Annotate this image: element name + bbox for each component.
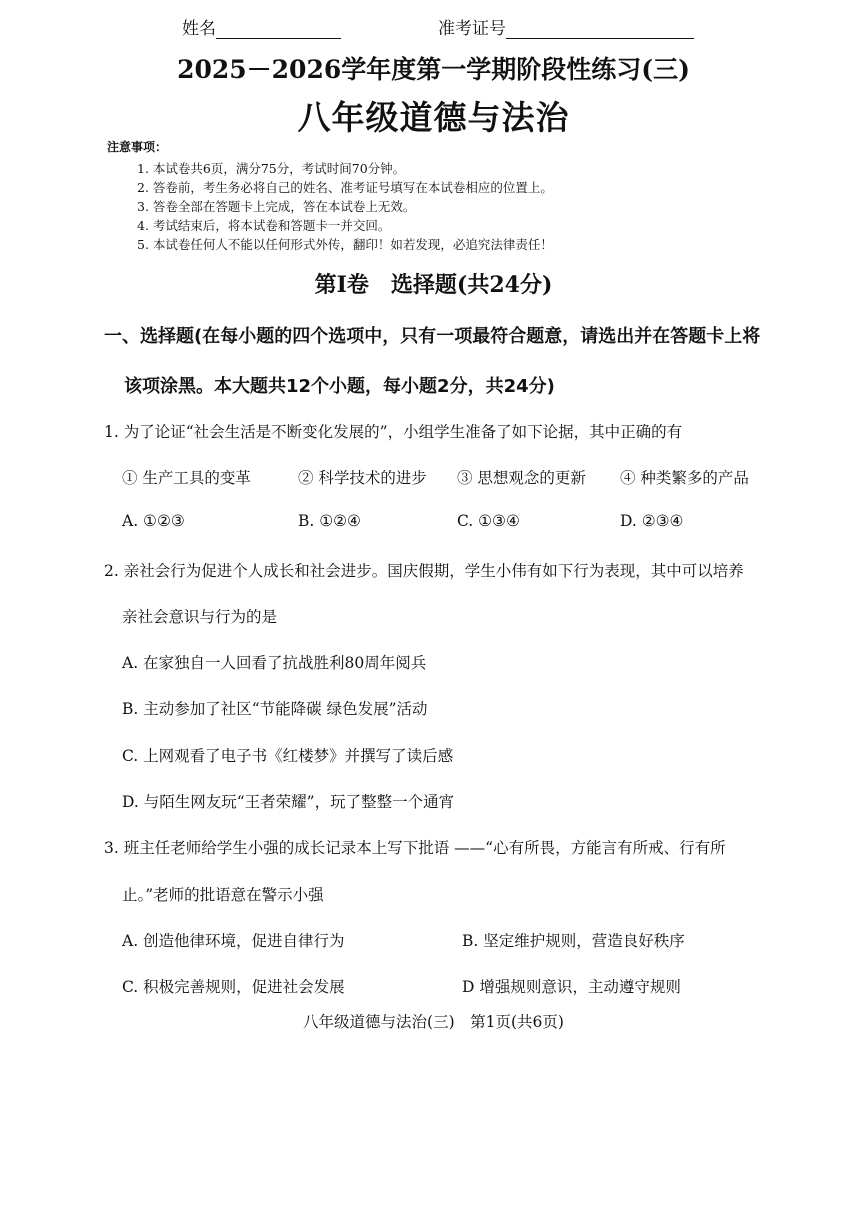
q2-option-a[interactable]: A. 在家独自一人回看了抗战胜利80周年阅兵 (122, 654, 427, 672)
q1-item-1: ① 生产工具的变革 (122, 469, 251, 487)
note-item: 2. 答卷前，考生务必将自己的姓名、准考证号填写在本试卷相应的位置上。 (137, 180, 553, 195)
q3-option-d[interactable]: D 增强规则意识，主动遵守规则 (462, 978, 681, 996)
q3-option-c[interactable]: C. 积极完善规则，促进社会发展 (122, 978, 345, 996)
q1-option-c[interactable]: C. ①③④ (457, 512, 520, 530)
q1-option-a[interactable]: A. ①②③ (122, 512, 185, 530)
question-2-stem-cont: 亲社会意识与行为的是 (122, 608, 278, 626)
q1-option-d[interactable]: D. ②③④ (620, 512, 684, 530)
exam-id-label: 准考证号 (438, 19, 506, 39)
exam-title: 2025－2026学年度第一学期阶段性练习(三) (177, 55, 690, 84)
name-blank[interactable] (216, 20, 341, 39)
name-field[interactable] (182, 14, 341, 39)
q1-item-3: ③ 思想观念的更新 (457, 469, 586, 487)
subject-title: 八年级道德与法治 (297, 98, 570, 137)
question-2-stem: 2. 亲社会行为促进个人成长和社会进步。国庆假期，学生小伟有如下行为表现，其中可以培养 (104, 562, 744, 580)
q2-option-c[interactable]: C. 上网观看了电子书《红楼梦》并撰写了读后感 (122, 747, 454, 765)
q2-option-b[interactable]: B. 主动参加了社区“节能降碳 绿色发展”活动 (122, 700, 428, 718)
notes-heading: 注意事项： (107, 140, 168, 154)
question-3-stem-cont: 止。”老师的批语意在警示小强 (122, 886, 324, 904)
q1-item-4: ④ 种类繁多的产品 (620, 469, 749, 487)
question-1-stem: 1. 为了论证“社会生活是不断变化发展的”，小组学生准备了如下论据，其中正确的有 (104, 423, 683, 441)
exam-id-field[interactable] (438, 14, 694, 39)
note-item: 4. 考试结束后，将本试卷和答题卡一并交回。 (137, 218, 391, 233)
q2-option-d[interactable]: D. 与陌生网友玩“王者荣耀”，玩了整整一个通宵 (122, 793, 455, 811)
section-title: 第Ⅰ卷 选择题(共24分) (314, 272, 553, 298)
q1-item-2: ② 科学技术的进步 (298, 469, 427, 487)
note-item: 1. 本试卷共6页，满分75分，考试时间70分钟。 (137, 161, 406, 176)
q3-option-a[interactable]: A. 创造他律环境，促进自律行为 (122, 932, 345, 950)
note-item: 5. 本试卷任何人不能以任何形式外传，翻印！如若发现，必追究法律责任！ (137, 237, 553, 252)
q1-option-b[interactable]: B. ①②④ (298, 512, 361, 530)
note-item: 3. 答卷全部在答题卡上完成，答在本试卷上无效。 (137, 199, 416, 214)
q3-option-b[interactable]: B. 坚定维护规则，营造良好秩序 (462, 932, 685, 950)
page-footer: 八年级道德与法治(三) 第1页(共6页) (303, 1013, 564, 1031)
exam-id-blank[interactable] (506, 20, 694, 39)
name-label: 姓名 (182, 19, 216, 39)
section-instruction-cont: 该项涂黑。本大题共12个小题，每小题2分，共24分) (124, 376, 555, 397)
question-3-stem: 3. 班主任老师给学生小强的成长记录本上写下批语 ——“心有所畏，方能言有所戒、行有所 (104, 839, 726, 857)
section-instruction: 一、选择题(在每小题的四个选项中，只有一项最符合题意，请选出并在答题卡上将 (104, 326, 761, 347)
